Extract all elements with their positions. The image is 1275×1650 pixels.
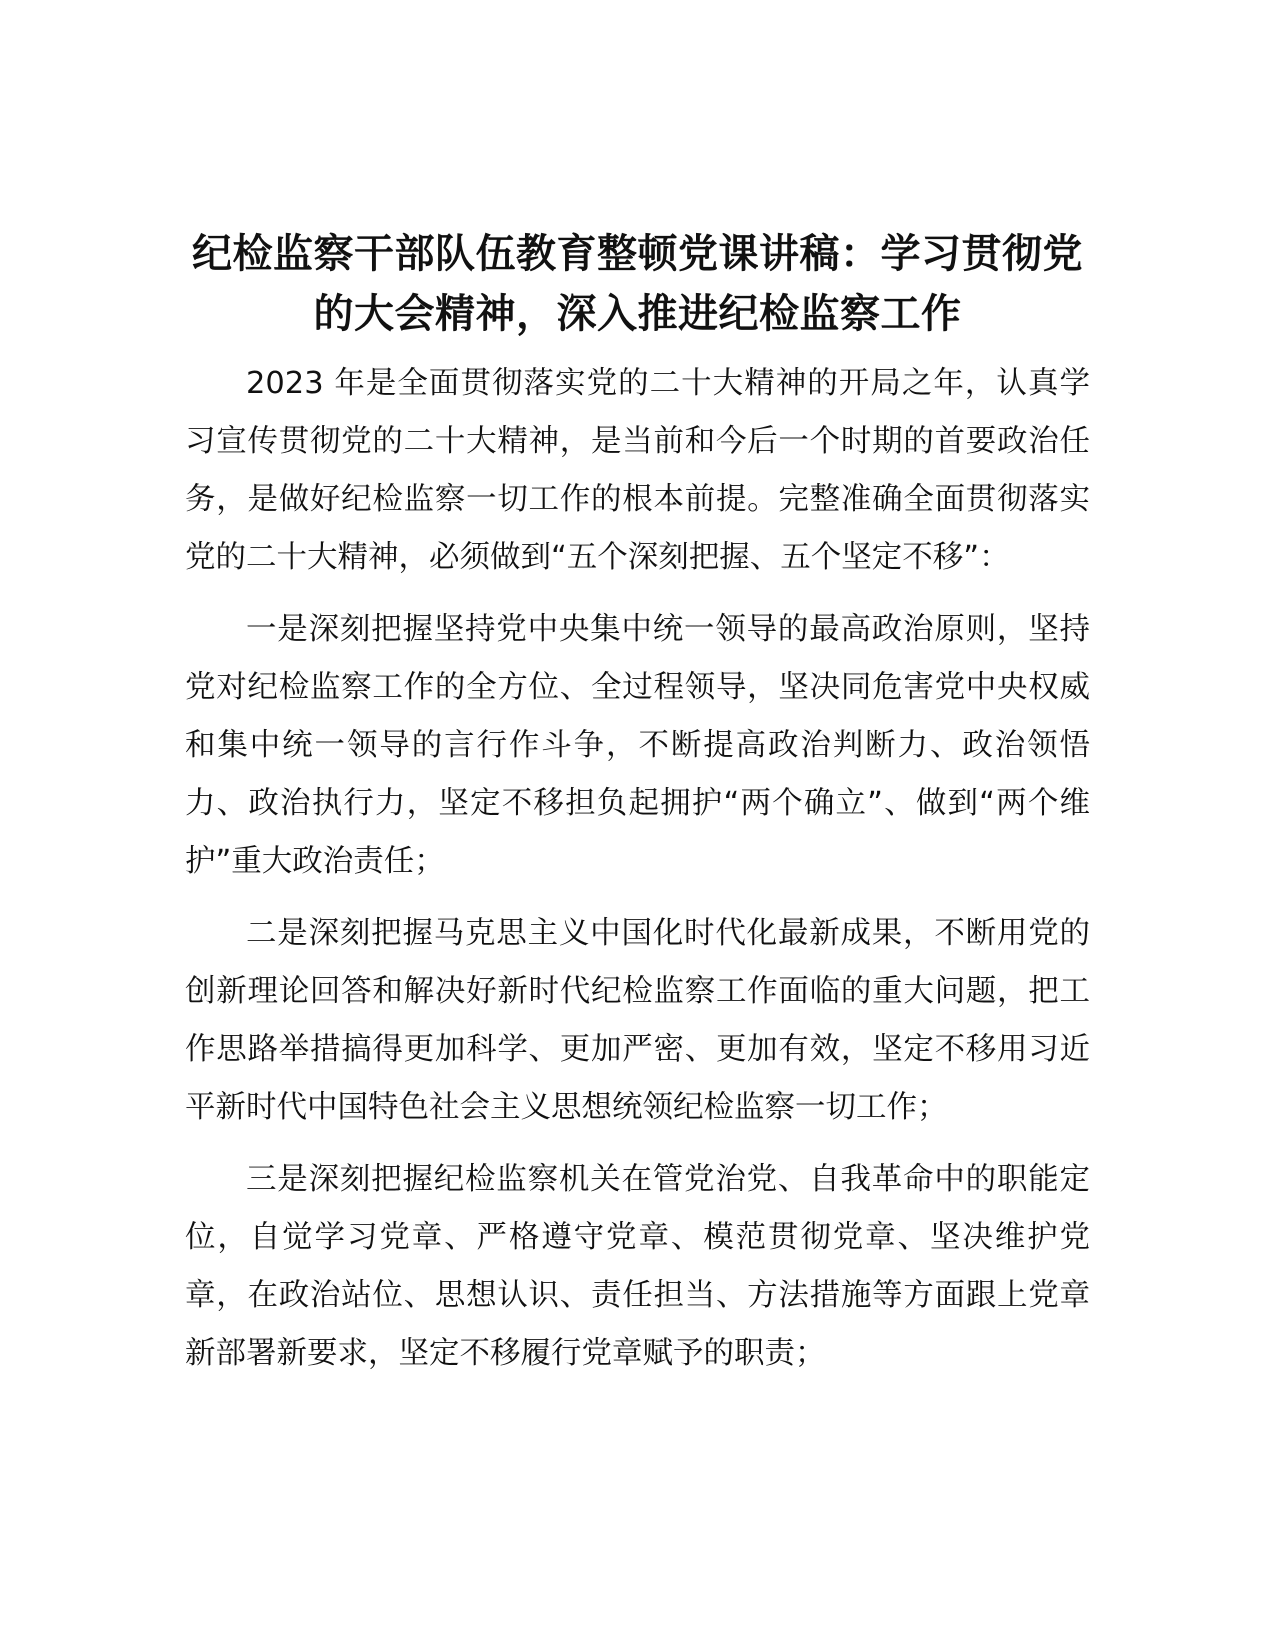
document-title: 纪检监察干部队伍教育整顿党课讲稿：学习贯彻党的大会精神，深入推进纪检监察工作 <box>192 231 1083 337</box>
paragraph-point-1: 一是深刻把握坚持党中央集中统一领导的最高政治原则，坚持党对纪检监察工作的全方位、全过程领导，坚决同危害党中央权威和集中统一领导的言行作斗争，不断提高政治判断力、政治领悟力、政治执行力，坚定不移担负起拥护“两个确立”、做到“两个维护”重大政治责任； <box>185 612 1090 879</box>
paragraph-point-3: 三是深刻把握纪检监察机关在管党治党、自我革命中的职能定位，自觉学习党章、严格遵守党章、模范贯彻党章、坚决维护党章，在政治站位、思想认识、责任担当、方法措施等方面跟上党章新部署新要求，坚定不移履行党章赋予的职责； <box>185 1162 1090 1371</box>
document-body <box>185 355 1090 1397</box>
paragraph-point-2: 二是深刻把握马克思主义中国化时代化最新成果，不断用党的创新理论回答和解决好新时代纪检监察工作面临的重大问题，把工作思路举措搞得更加科学、更加严密、更加有效，坚定不移用习近平新时代中国特色社会主义思想统领纪检监察一切工作； <box>185 916 1090 1125</box>
paragraph-intro: 2023 年是全面贯彻落实党的二十大精神的开局之年，认真学习宣传贯彻党的二十大精神，是当前和今后一个时期的首要政治任务，是做好纪检监察一切工作的根本前提。完整准确全面贯彻落实党的二十大精神，必须做到“五个深刻把握、五个坚定不移”： <box>185 366 1090 575</box>
document-page <box>185 0 1090 1650</box>
